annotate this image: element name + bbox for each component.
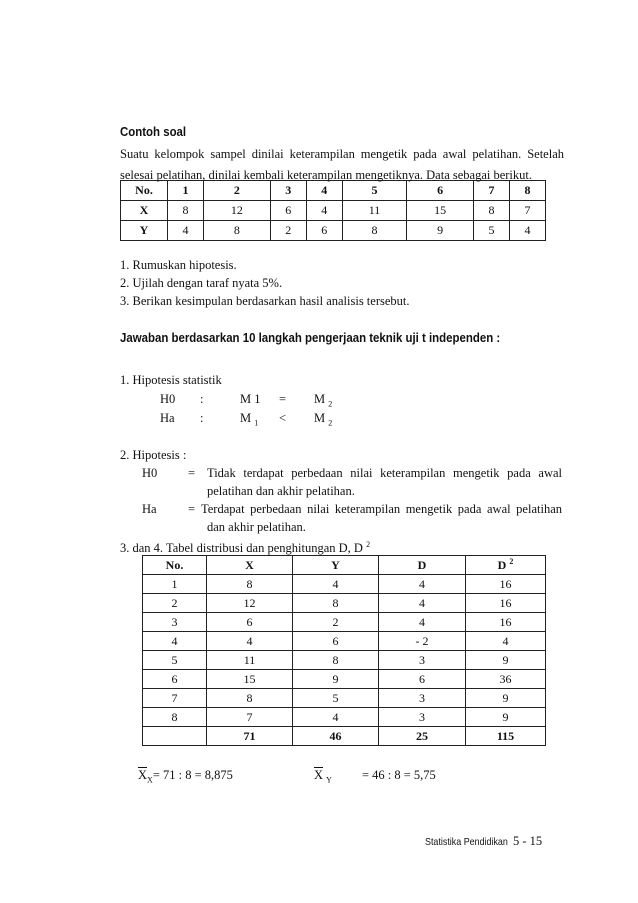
table-cell: 8	[203, 221, 270, 241]
mean-x-formula: = 71 : 8 = 8,875	[152, 768, 233, 782]
table-cell: 8	[342, 221, 407, 241]
totals-cell: 71	[207, 727, 293, 746]
table-header-cell: 4	[306, 181, 342, 201]
table-cell: 3	[143, 613, 207, 632]
table-cell: 4	[379, 594, 466, 613]
table-cell: 16	[466, 594, 546, 613]
table-header-cell: X	[207, 556, 293, 575]
table-cell: 2	[270, 221, 306, 241]
table-cell: 6	[293, 632, 379, 651]
table-cell: 4	[306, 201, 342, 221]
ha-text-line1: Terdapat perbedaan nilai keterampilan mengetik pada awal pelatihan	[201, 502, 562, 516]
step2-title: 2. Hipotesis :	[120, 448, 187, 462]
table-cell: 4	[379, 613, 466, 632]
totals-cell: 46	[293, 727, 379, 746]
h0-label: H0	[142, 466, 158, 480]
ha-equals: =	[188, 502, 196, 516]
table-cell: 6	[207, 613, 293, 632]
table-row	[121, 221, 546, 241]
ha-stat-left: M $_1$	[240, 411, 259, 428]
table-cell: 2	[293, 613, 379, 632]
table-header-cell: 7	[474, 181, 510, 201]
step3-title: 3. dan 4. Tabel distribusi dan penghitungan D, D $^2$	[120, 540, 371, 556]
table-header-cell: No.	[121, 181, 168, 201]
table-cell: 8	[168, 201, 204, 221]
table-cell: 5	[143, 651, 207, 670]
table-cell: 36	[466, 670, 546, 689]
table-cell: 1	[143, 575, 207, 594]
table-row	[143, 594, 546, 613]
table-header-cell: 1	[168, 181, 204, 201]
page-title: Contoh soal	[120, 124, 187, 139]
table-cell: 6	[306, 221, 342, 241]
answer-heading: Jawaban berdasarkan 10 langkah pengerjaan teknik uji t independen :	[120, 330, 501, 345]
table-cell: 4	[168, 221, 204, 241]
ha-stat-label: Ha	[160, 411, 175, 425]
table-cell: 9	[466, 651, 546, 670]
table-header-row	[143, 556, 546, 575]
table-header-cell: No.	[143, 556, 207, 575]
table-row	[143, 632, 546, 651]
table-row	[143, 708, 546, 727]
table-cell: 4	[466, 632, 546, 651]
table-cell: 4	[379, 575, 466, 594]
table-cell: 6	[379, 670, 466, 689]
table-cell: 16	[466, 613, 546, 632]
table-cell: 8	[207, 689, 293, 708]
footer-page-number: 5 - 15	[513, 834, 543, 848]
mean-y-line: $\overline{X}$ $_Y$ = 46 : 8 = 5,75	[314, 768, 436, 785]
totals-cell	[143, 727, 207, 746]
mean-x-symbol: $\overline{X}$	[138, 768, 148, 782]
table-cell: 4	[207, 632, 293, 651]
table-cell: 15	[407, 201, 474, 221]
table-row	[121, 201, 546, 221]
h0-text-line1: Tidak terdapat perbedaan nilai keterampilan mengetik pada awal	[207, 466, 562, 480]
ha-text-line2: dan akhir pelatihan.	[207, 520, 306, 534]
table-cell: 4	[143, 632, 207, 651]
table-cell: 16	[466, 575, 546, 594]
table-cell: - 2	[379, 632, 466, 651]
ha-stat-colon: :	[200, 411, 204, 425]
table-cell: 8	[474, 201, 510, 221]
ha-label: Ha	[142, 502, 157, 516]
table-cell: 3	[379, 708, 466, 727]
h0-stat-operator: =	[279, 392, 287, 406]
table-cell: 9	[293, 670, 379, 689]
table-cell: 15	[207, 670, 293, 689]
mean-y-formula: = 46 : 8 = 5,75	[361, 768, 436, 782]
table-cell: 7	[143, 689, 207, 708]
table-cell: 12	[207, 594, 293, 613]
table-cell: 8	[207, 575, 293, 594]
table-cell: 6	[143, 670, 207, 689]
table-cell: 6	[270, 201, 306, 221]
question-item: 1. Rumuskan hipotesis.	[120, 258, 237, 272]
table-cell: 4	[510, 221, 546, 241]
h0-stat-left: M 1	[240, 392, 261, 406]
step1-title: 1. Hipotesis statistik	[120, 373, 222, 387]
question-item: 3. Berikan kesimpulan berdasarkan hasil analisis tersebut.	[120, 294, 410, 308]
distribution-table	[142, 555, 546, 746]
table-cell: 12	[203, 201, 270, 221]
table-row	[143, 670, 546, 689]
table-cell: 8	[293, 651, 379, 670]
data-table	[120, 180, 546, 241]
table-row	[143, 575, 546, 594]
table-row	[143, 689, 546, 708]
table-cell: 7	[510, 201, 546, 221]
h0-text-line2: pelatihan dan akhir pelatihan.	[207, 484, 355, 498]
mean-x-line: $\overline{X}_X= 71$ : 8 = 8,875	[138, 768, 233, 785]
table-cell: 3	[379, 651, 466, 670]
ha-stat-operator: <	[279, 411, 287, 425]
table-header-cell: 3	[270, 181, 306, 201]
table-cell: 11	[207, 651, 293, 670]
table-cell: 2	[143, 594, 207, 613]
table-cell: 11	[342, 201, 407, 221]
table-row	[143, 613, 546, 632]
question-item: 2. Ujilah dengan taraf nyata 5%.	[120, 276, 283, 290]
h0-stat-colon: :	[200, 392, 204, 406]
table-header-cell: D $^2$	[466, 556, 546, 575]
table-cell: 8	[293, 594, 379, 613]
table-cell: 3	[379, 689, 466, 708]
table-cell: X	[121, 201, 168, 221]
table-header-cell: Y	[293, 556, 379, 575]
table-cell: 5	[293, 689, 379, 708]
table-cell: 9	[466, 708, 546, 727]
totals-cell: 25	[379, 727, 466, 746]
table-cell: 7	[207, 708, 293, 727]
table-cell: 4	[293, 708, 379, 727]
intro-paragraph: Suatu kelompok sampel dinilai keterampilan mengetik pada awal pelatihan. Setelah selesai pelatihan, dinilai kembali keterampilan mengetiknya. Data sebagai berikut.	[120, 147, 564, 182]
table-header-cell: 2	[203, 181, 270, 201]
table-cell: 4	[293, 575, 379, 594]
table-header-cell: 8	[510, 181, 546, 201]
mean-y-symbol: $\overline{X}$	[314, 768, 324, 782]
h0-stat-right: M $_2$	[314, 392, 333, 409]
h0-equals: =	[188, 466, 196, 480]
table-cell: 8	[143, 708, 207, 727]
totals-cell: 115	[466, 727, 546, 746]
table-header-cell: 6	[407, 181, 474, 201]
footer-book-title: Statistika Pendidikan	[425, 836, 508, 848]
h0-stat-label: H0	[160, 392, 176, 406]
totals-row	[143, 727, 546, 746]
table-row	[143, 651, 546, 670]
table-cell: 9	[466, 689, 546, 708]
table-cell: 9	[407, 221, 474, 241]
table-header-row	[121, 181, 546, 201]
ha-stat-right: M $_2$	[314, 411, 333, 428]
table-header-cell: D	[379, 556, 466, 575]
table-header-cell: 5	[342, 181, 407, 201]
table-cell: 5	[474, 221, 510, 241]
table-cell: Y	[121, 221, 168, 241]
